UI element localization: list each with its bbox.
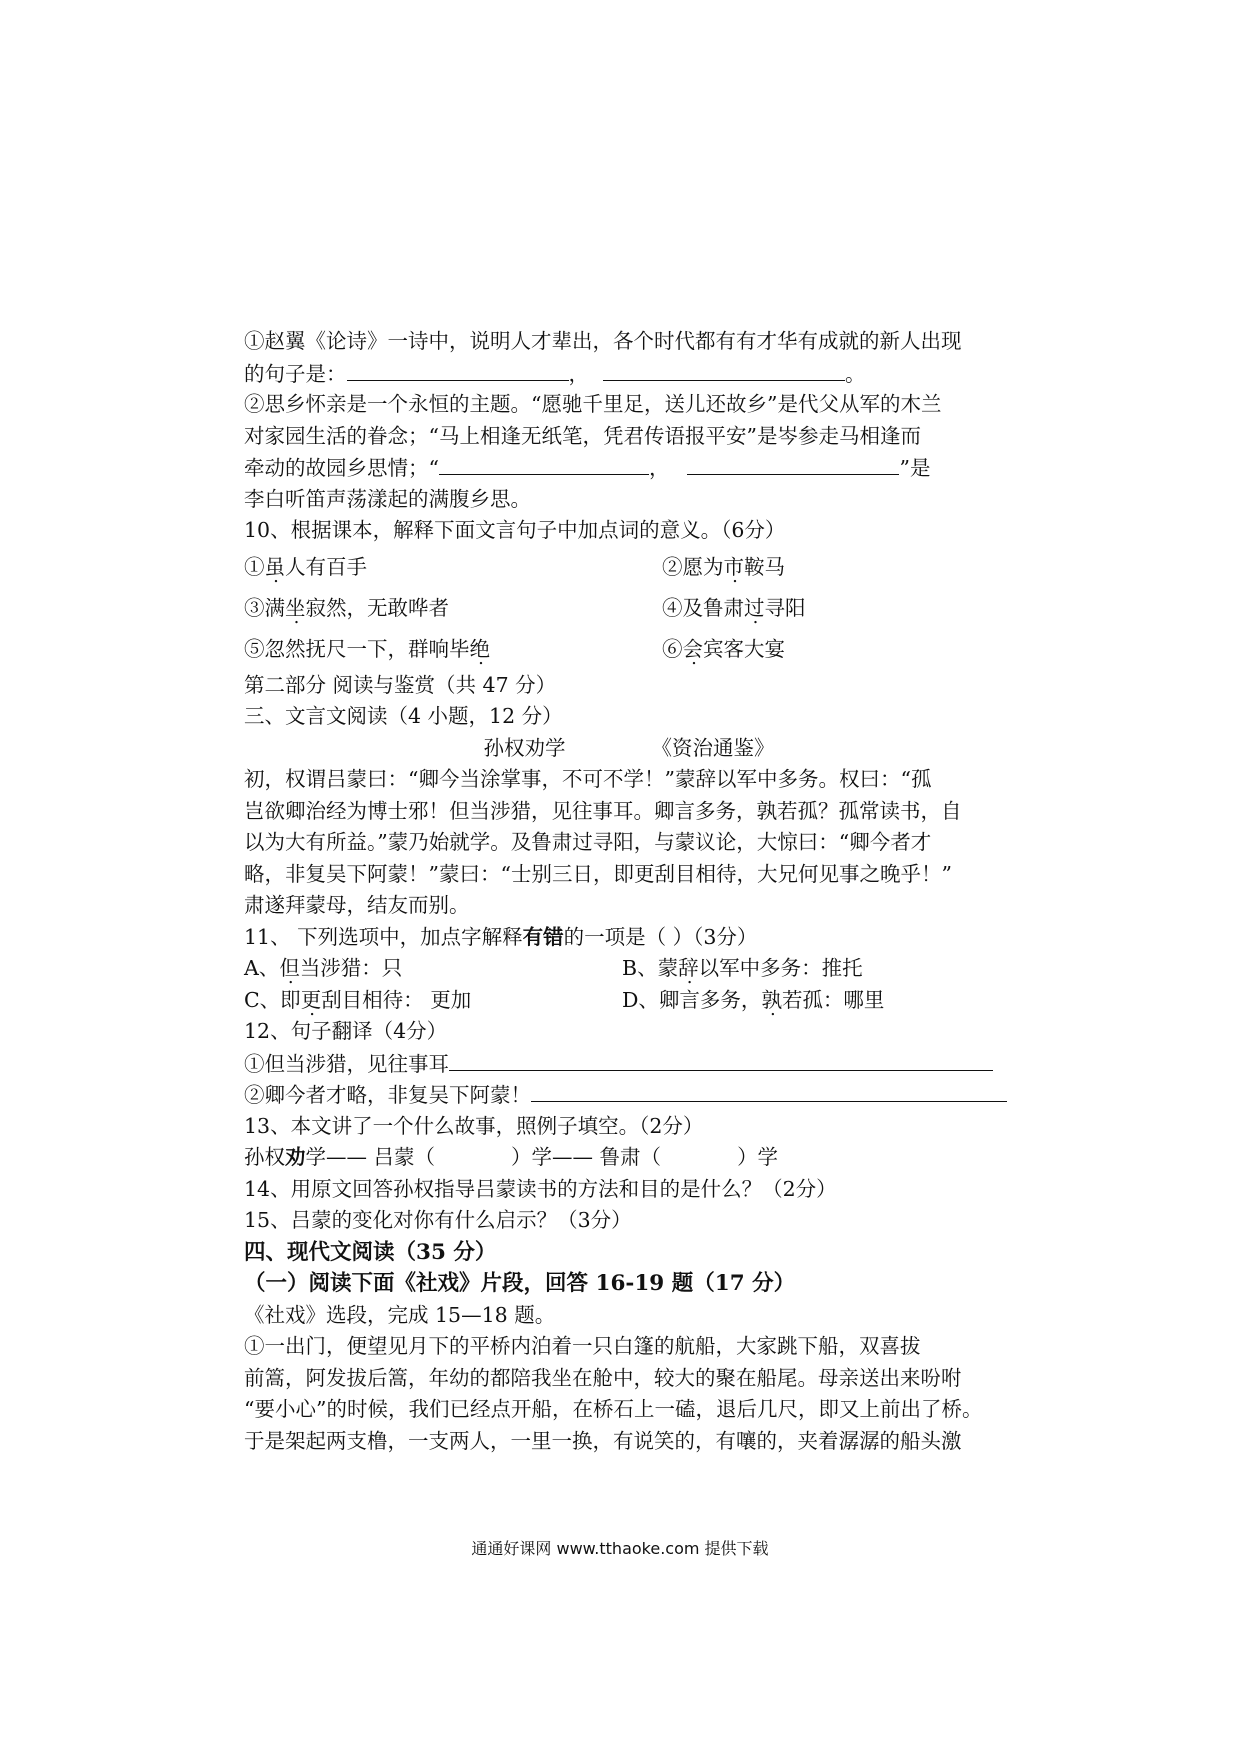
answer-blank[interactable] [347, 358, 569, 381]
q11-title: 11、 下列选项中，加点字解释有错的一项是（ ）（3分） [244, 924, 758, 949]
q11-row [244, 953, 1014, 985]
q10-item: ③满坐寂然，无敢哗者 [244, 595, 449, 620]
passage2-line: 前篙，阿发拔后篙，年幼的都陪我坐在舱中，较大的聚在船尾。母亲送出来吩咐 [244, 1365, 962, 1390]
q12-sentence-1: ①但当涉猎，见往事耳 [244, 1048, 1014, 1080]
page-footer: 通通好课网 www.tthaoke.com 提供下载 [471, 1539, 769, 1558]
passage-line: 略，非复吴下阿蒙！”蒙曰：“士别三日，即更刮目相待，大兄何见事之晚乎！” [244, 861, 952, 886]
passage-line: 以为大有所益。”蒙乃始就学。及鲁肃过寻阳，与蒙议论，大惊曰：“卿今者才 [244, 830, 932, 854]
q10-item: ⑥会宾客大宴 [662, 636, 785, 661]
q9-item2-line3 [244, 452, 1014, 484]
q12-title: 12、句子翻译（4分） [244, 1019, 448, 1043]
q14: 14、用原文回答孙权指导吕蒙读书的方法和目的是什么？（2分） [244, 1176, 837, 1201]
exam-page [244, 326, 1014, 1457]
part2-title: 第二部分 阅读与鉴赏（共 47 分） [244, 672, 557, 697]
q9-item2-line2: 对家园生活的眷念；“马上相逢无纸笔，凭君传语报平安”是岑参走马相逢而 [244, 423, 921, 448]
q13-fill: 孙权劝学—— 吕蒙（ ）学—— 鲁肃（ ）学 [244, 1145, 779, 1169]
period: 。 [845, 361, 866, 386]
q11-option-a[interactable]: A、但当涉猎：只 [244, 956, 403, 980]
section4-title: 四、现代文阅读（35 分） [244, 1239, 497, 1265]
q9-item2-prefix: 牵动的故园乡思情；“ [244, 456, 439, 480]
q10-row [244, 588, 1014, 629]
answer-blank[interactable] [449, 1048, 993, 1071]
q9-item1-line2 [244, 358, 1014, 390]
passage2-line: ①一出门，便望见月下的平桥内泊着一只白篷的航船，大家跳下船，双喜拔 [244, 1334, 921, 1358]
q10-item: ②愿为市鞍马 [662, 554, 785, 579]
q10-item: ①虽人有百手 [244, 554, 367, 579]
q12-sentence-2: ②卿今者才略，非复吴下阿蒙！ [244, 1079, 1014, 1111]
q9-item1-prefix: 的句子是： [244, 361, 347, 386]
answer-blank[interactable] [603, 358, 845, 381]
q10-item: ④及鲁肃过寻阳 [662, 595, 806, 620]
passage-source: 《资治通鉴》 [651, 735, 775, 760]
q9-item2-line1: ②思乡怀亲是一个永恒的主题。“愿驰千里足，送儿还故乡”是代父从军的木兰 [244, 392, 942, 416]
answer-blank[interactable] [687, 452, 899, 475]
q10-row [244, 629, 1014, 670]
passage2-line: “要小心”的时候，我们已经点开船，在桥石上一磕，退后几尺，即又上前出了桥。 [244, 1397, 983, 1421]
comma: ， [648, 456, 670, 480]
section3-title: 三、文言文阅读（4 小题，12 分） [244, 704, 563, 728]
q9-item1-line1: ①赵翼《论诗》一诗中，说明人才辈出，各个时代都有有才华有成就的新人出现 [244, 329, 962, 353]
answer-blank[interactable] [439, 452, 649, 475]
q11-option-c[interactable]: C、即更刮目相待： 更加 [244, 987, 472, 1012]
emphasis-text: 有错 [522, 924, 564, 949]
q10-item: ⑤忽然抚尺一下，群响毕绝 [244, 636, 490, 661]
q15: 15、吕蒙的变化对你有什么启示？（3分） [244, 1208, 632, 1232]
q9-item2-line4: 李白听笛声荡漾起的满腹乡思。 [244, 486, 531, 511]
q9-item2-suffix: ”是 [899, 456, 931, 480]
q13-title: 13、本文讲了一个什么故事，照例子填空。（2分） [244, 1113, 704, 1138]
q11-row [244, 985, 1014, 1017]
section4-note: 《社戏》选段，完成 15—18 题。 [244, 1302, 556, 1327]
passage-heading [244, 733, 1014, 765]
q10-row [244, 547, 1014, 588]
passage-line: 岂欲卿治经为博士邪！但当涉猎，见往事耳。卿言多务，孰若孤？孤常读书，自 [244, 798, 962, 823]
q11-option-d[interactable]: D、卿言多务，孰若孤：哪里 [622, 987, 885, 1012]
passage-line: 初，权谓吕蒙曰：“卿今当涂掌事，不可不学！”蒙辞以军中多务。权曰：“孤 [244, 767, 932, 791]
passage-title: 孙权劝学 [483, 735, 566, 760]
passage2-line: 于是架起两支橹，一支两人，一里一换，有说笑的，有嚷的，夹着潺潺的船头激 [244, 1428, 962, 1453]
emphasis-text: 劝 [285, 1145, 306, 1169]
q10-title: 10、根据课本，解释下面文言句子中加点词的意义。（6分） [244, 518, 786, 542]
answer-blank[interactable] [531, 1079, 1007, 1102]
section4-sub1: （一）阅读下面《社戏》片段，回答 16-19 题（17 分） [244, 1271, 796, 1296]
comma: ， [568, 361, 589, 386]
q11-option-b[interactable]: B、蒙辞以军中多务：推托 [622, 956, 863, 980]
passage-line: 肃遂拜蒙母，结友而别。 [244, 893, 470, 917]
